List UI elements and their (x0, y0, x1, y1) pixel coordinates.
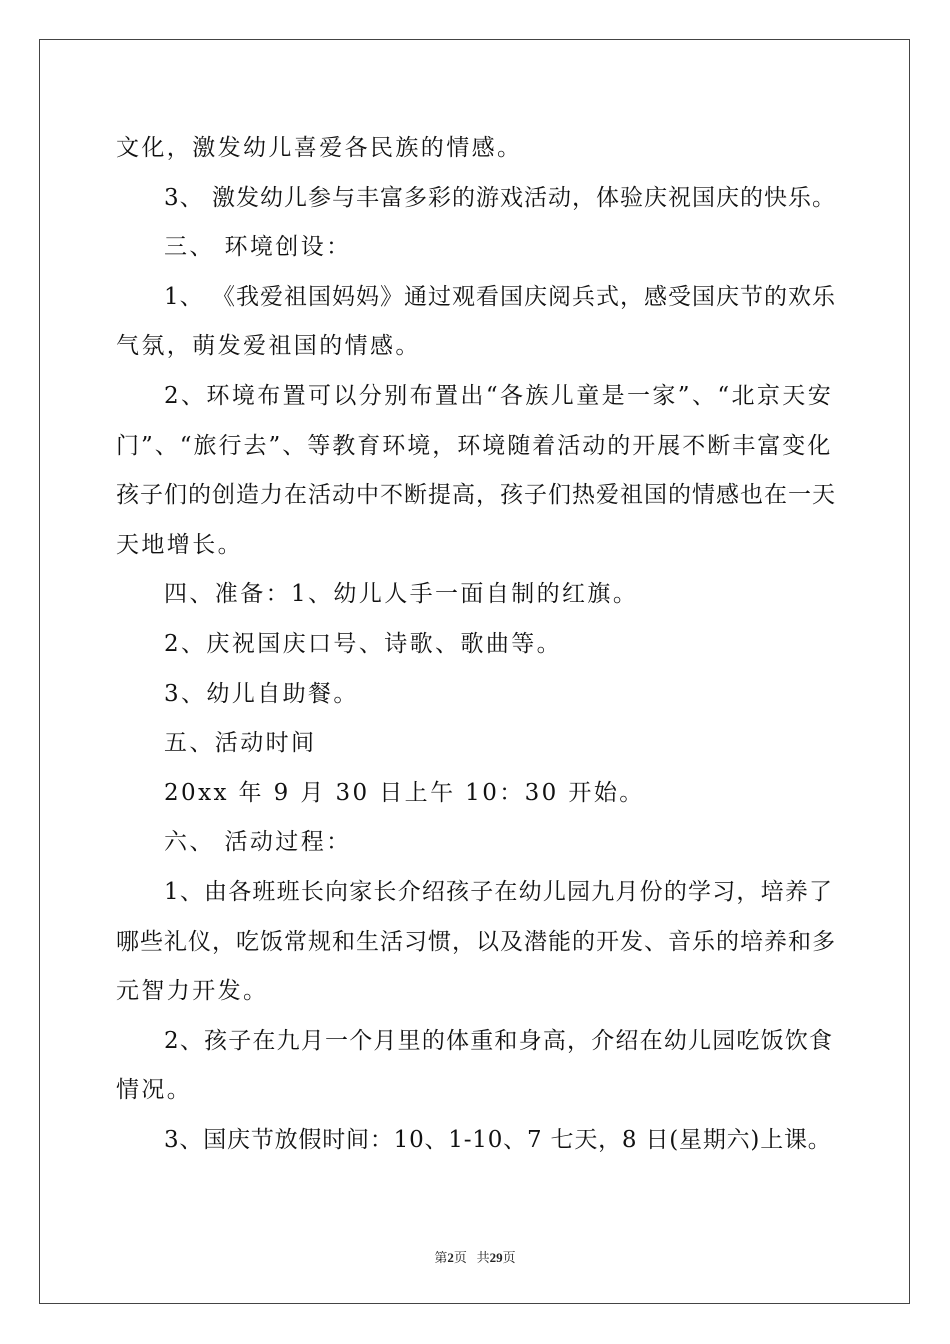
page-suffix: 页 (453, 1250, 467, 1265)
page-footer (0, 1247, 950, 1266)
total-pages: 29 (489, 1250, 503, 1265)
text-line: 2、环境布置可以分别布置出“各族儿童是一家”、“北京天安 (164, 382, 834, 409)
text-line: 2、庆祝国庆口号、诗歌、歌曲等。 (164, 630, 563, 657)
page-number: 2 (447, 1250, 454, 1265)
section-heading: 五、活动时间 (164, 730, 317, 757)
text-line: 20xx 年 9 月 30 日上午 10：30 开始。 (164, 779, 645, 806)
text-line: 文化，激发幼儿喜爱各民族的情感。 (116, 135, 523, 161)
section-heading: 三、 环境创设： (164, 234, 352, 261)
document-body (116, 124, 836, 1165)
text-line: 哪些礼仪，吃饭常规和生活习惯，以及潜能的开发、音乐的培养和多 (116, 928, 836, 955)
page-prefix: 第 (434, 1250, 448, 1265)
section-heading: 四、准备：1、幼儿人手一面自制的红旗。 (164, 581, 639, 608)
section-heading: 六、 活动过程： (164, 829, 352, 856)
text-line: 1、由各班班长向家长介绍孩子在幼儿园九月份的学习，培养了 (164, 878, 834, 905)
text-line: 3、 激发幼儿参与丰富多彩的游戏活动，体验庆祝国庆的快乐。 (164, 184, 836, 211)
total-prefix: 共 (476, 1250, 490, 1265)
text-line: 3、幼儿自助餐。 (164, 680, 359, 707)
text-line: 门”、“旅行去”、等教育环境，环境随着活动的开展不断丰富变化 (116, 432, 833, 459)
text-line: 元智力开发。 (116, 978, 269, 1005)
text-line: 情况。 (116, 1077, 193, 1104)
text-line: 气氛，萌发爱祖国的情感。 (116, 333, 421, 360)
text-line: 天地增长。 (116, 531, 243, 558)
text-line: 孩子们的创造力在活动中不断提高，孩子们热爱祖国的情感也在一天 (116, 482, 836, 509)
total-suffix: 页 (502, 1250, 516, 1265)
text-line: 1、 《我爱祖国妈妈》通过观看国庆阅兵式，感受国庆节的欢乐 (164, 283, 836, 310)
text-line: 2、孩子在九月一个月里的体重和身高，介绍在幼儿园吃饭饮食 (164, 1027, 834, 1054)
text-line: 3、国庆节放假时间：10、1-10、7 七天，8 日(星期六)上课。 (164, 1126, 832, 1153)
